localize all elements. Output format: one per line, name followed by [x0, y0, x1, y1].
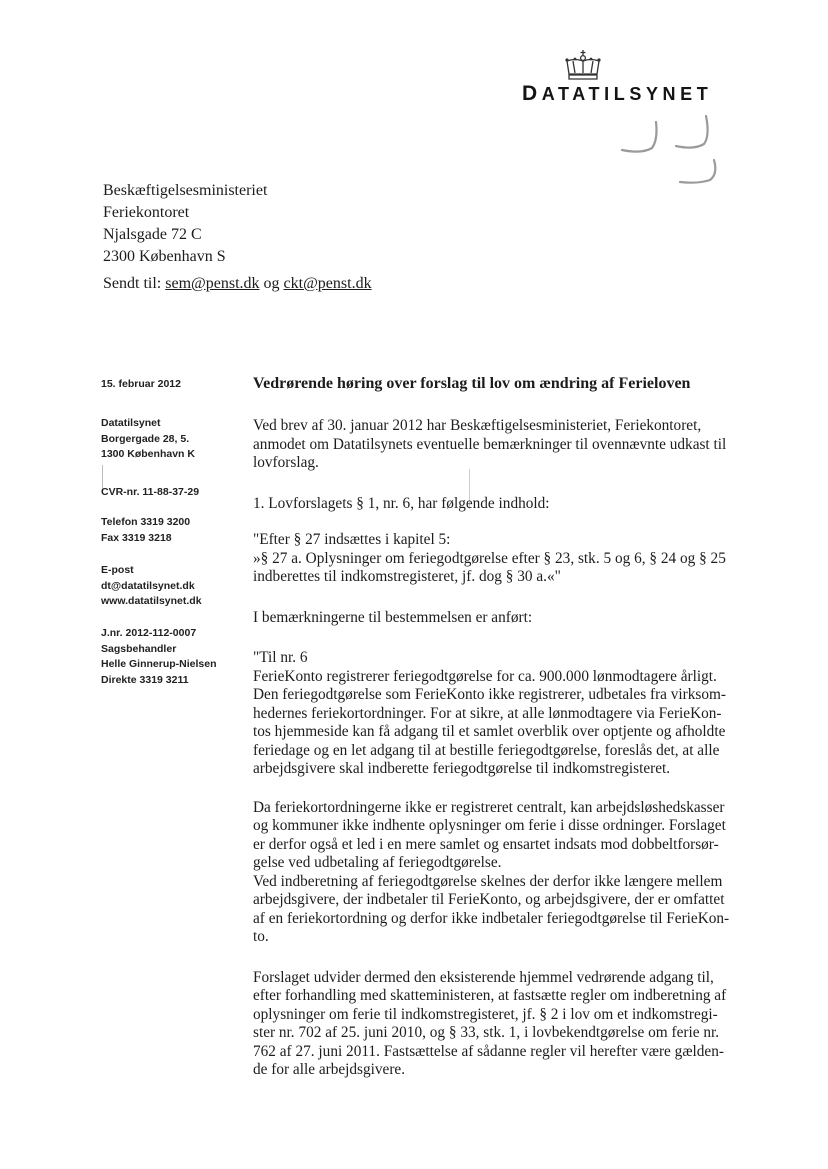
letter-date	[101, 377, 231, 393]
org-city: 1300 København K	[101, 448, 195, 460]
handler-label: Sagsbehandler	[101, 642, 177, 655]
body-line: og kommuner ikke indhente oplysninger om ferie i disse ordninger. Forslaget	[253, 817, 726, 834]
body-line: Da feriekortordningerne ikke er registreret centralt, kan arbejdsløshedskasser	[253, 798, 725, 816]
spacer	[253, 627, 753, 645]
direct-phone: Direkte 3319 3211	[101, 673, 189, 686]
body-line: tos hjemmeside kan få adgang til et samlet overblik over optjente og afholdte	[253, 723, 726, 740]
body-line: 762 af 27. juni 2011. Fastsættelse af sådanne regler vil herefter være gælden-	[253, 1042, 724, 1060]
journal-number: J.nr. 2012-112-0007	[101, 627, 197, 639]
letter-body	[253, 417, 753, 1080]
recipient-line: Beskæftigelsesministeriet	[103, 182, 268, 199]
body-line: FerieKonto registrerer feriegodtgørelse for ca. 900.000 lønmodtagere årligt.	[253, 667, 717, 685]
recipient-line: 2300 København S	[103, 248, 226, 265]
spacer	[253, 947, 753, 965]
body-line: efter forhandling med skatteministeren, at fastsætte regler om indberetning af	[253, 987, 727, 1004]
quote-line: »§ 27 a. Oplysninger om feriegodtgørelse efter § 23, stk. 5 og 6, § 24 og § 25	[253, 549, 726, 567]
sender-website: www.datatilsynet.dk	[101, 595, 202, 607]
body-line: oplysninger om ferie til indkomstregisteret, jf. § 2 i lov om et indkomstregi-	[253, 1005, 718, 1023]
cvr-number: CVR-nr. 11-88-37-29	[101, 486, 200, 498]
crown-icon	[563, 48, 603, 82]
body-line: feriedage og en let adgang til at bestille feriegodtgørelse, foreslås det, at alle	[253, 741, 720, 759]
body-line: Ved indberetning af feriegodtgørelse skelnes der derfor ikke længere mellem	[253, 872, 723, 890]
cvr-block	[101, 485, 231, 501]
quote-line: "Efter § 27 indsættes i kapitel 5:	[253, 531, 451, 548]
body-line: gelse ved udbetaling af feriegodtgørelse.	[253, 854, 502, 871]
email-label: E-post	[101, 564, 134, 576]
spacer	[253, 779, 753, 797]
recipient-line: Njalsgade 72 C	[103, 226, 202, 243]
body-line: arbejdsgivere, der indbetaler til FerieKonto, og arbejdsgivere, der er omfattet	[253, 891, 725, 908]
body-line: ster nr. 702 af 25. juni 2010, og § 33, stk. 1, i lovbekendtgørelse om ferie nr.	[253, 1024, 720, 1041]
subject-heading: Vedrørende høring over forslag til lov om ændring af Ferieloven	[253, 375, 691, 392]
body-line: af en feriekortordning og derfor ikke indbetaler feriegodtgørelse til FerieKon-	[253, 909, 730, 927]
spacer	[253, 587, 753, 605]
note-heading: "Til nr. 6	[253, 649, 308, 666]
body-line: Den feriegodtgørelse som FerieKonto ikke registrerer, udbetales fra virksom-	[253, 686, 727, 703]
sender-address	[101, 416, 231, 463]
conjunction: og	[263, 275, 280, 292]
body-line: hedernes feriekortordninger. For at sikre, at alle lønmodtagere via FerieKon-	[253, 704, 722, 722]
handler-name: Helle Ginnerup-Nielsen	[101, 658, 217, 670]
contact-web-block	[101, 563, 231, 610]
body-line: arbejdsgivere skal indberette feriegodtgørelse til indkomstregisteret.	[253, 760, 671, 777]
body-line: Forslaget udvider dermed den eksisterende hjemmel vedrørende adgang til,	[253, 968, 714, 986]
org-name: Datatilsynet	[101, 417, 161, 429]
remarks-intro: I bemærkningerne til bestemmelsen er anført:	[253, 608, 533, 626]
email-link-sem[interactable]: sem@penst.dk	[165, 275, 260, 292]
phone-number: Telefon 3319 3200	[101, 516, 191, 528]
datatilsynet-logo: DATATILSYNET	[522, 82, 713, 105]
send-to-line	[103, 273, 372, 295]
spacer	[253, 513, 753, 531]
recipient-line: Feriekontoret	[103, 204, 190, 221]
spacer	[253, 473, 753, 491]
email-link-ckt[interactable]: ckt@penst.dk	[283, 275, 372, 292]
contact-phone-block	[101, 515, 231, 546]
body-line: de for alle arbejdsgivere.	[253, 1061, 406, 1078]
sender-email: dt@datatilsynet.dk	[101, 579, 195, 592]
handwritten-marks	[618, 112, 728, 192]
section-heading: 1. Lovforslagets § 1, nr. 6, har følgende indhold:	[253, 494, 550, 512]
quote-line: indberettes til indkomstregisteret, jf. dog § 30 a.«"	[253, 568, 561, 585]
org-street: Borgergade 28, 5.	[101, 432, 190, 445]
recipient-address	[103, 180, 267, 268]
body-line: er derfor også et led i en mere samlet og ensartet indsats mod dobbeltforsør-	[253, 835, 719, 853]
body-line: lovforslag.	[253, 454, 319, 471]
body-line: anmodet om Datatilsynets eventuelle bemærkninger til ovennævnte udkast til	[253, 435, 727, 453]
date-text: 15. februar 2012	[101, 378, 181, 390]
body-line: Ved brev af 30. januar 2012 har Beskæftigelsesministeriet, Feriekontoret,	[253, 417, 702, 434]
fax-number: Fax 3319 3218	[101, 531, 172, 544]
body-line: to.	[253, 928, 269, 945]
case-block	[101, 626, 231, 688]
send-to-label: Sendt til:	[103, 275, 162, 292]
